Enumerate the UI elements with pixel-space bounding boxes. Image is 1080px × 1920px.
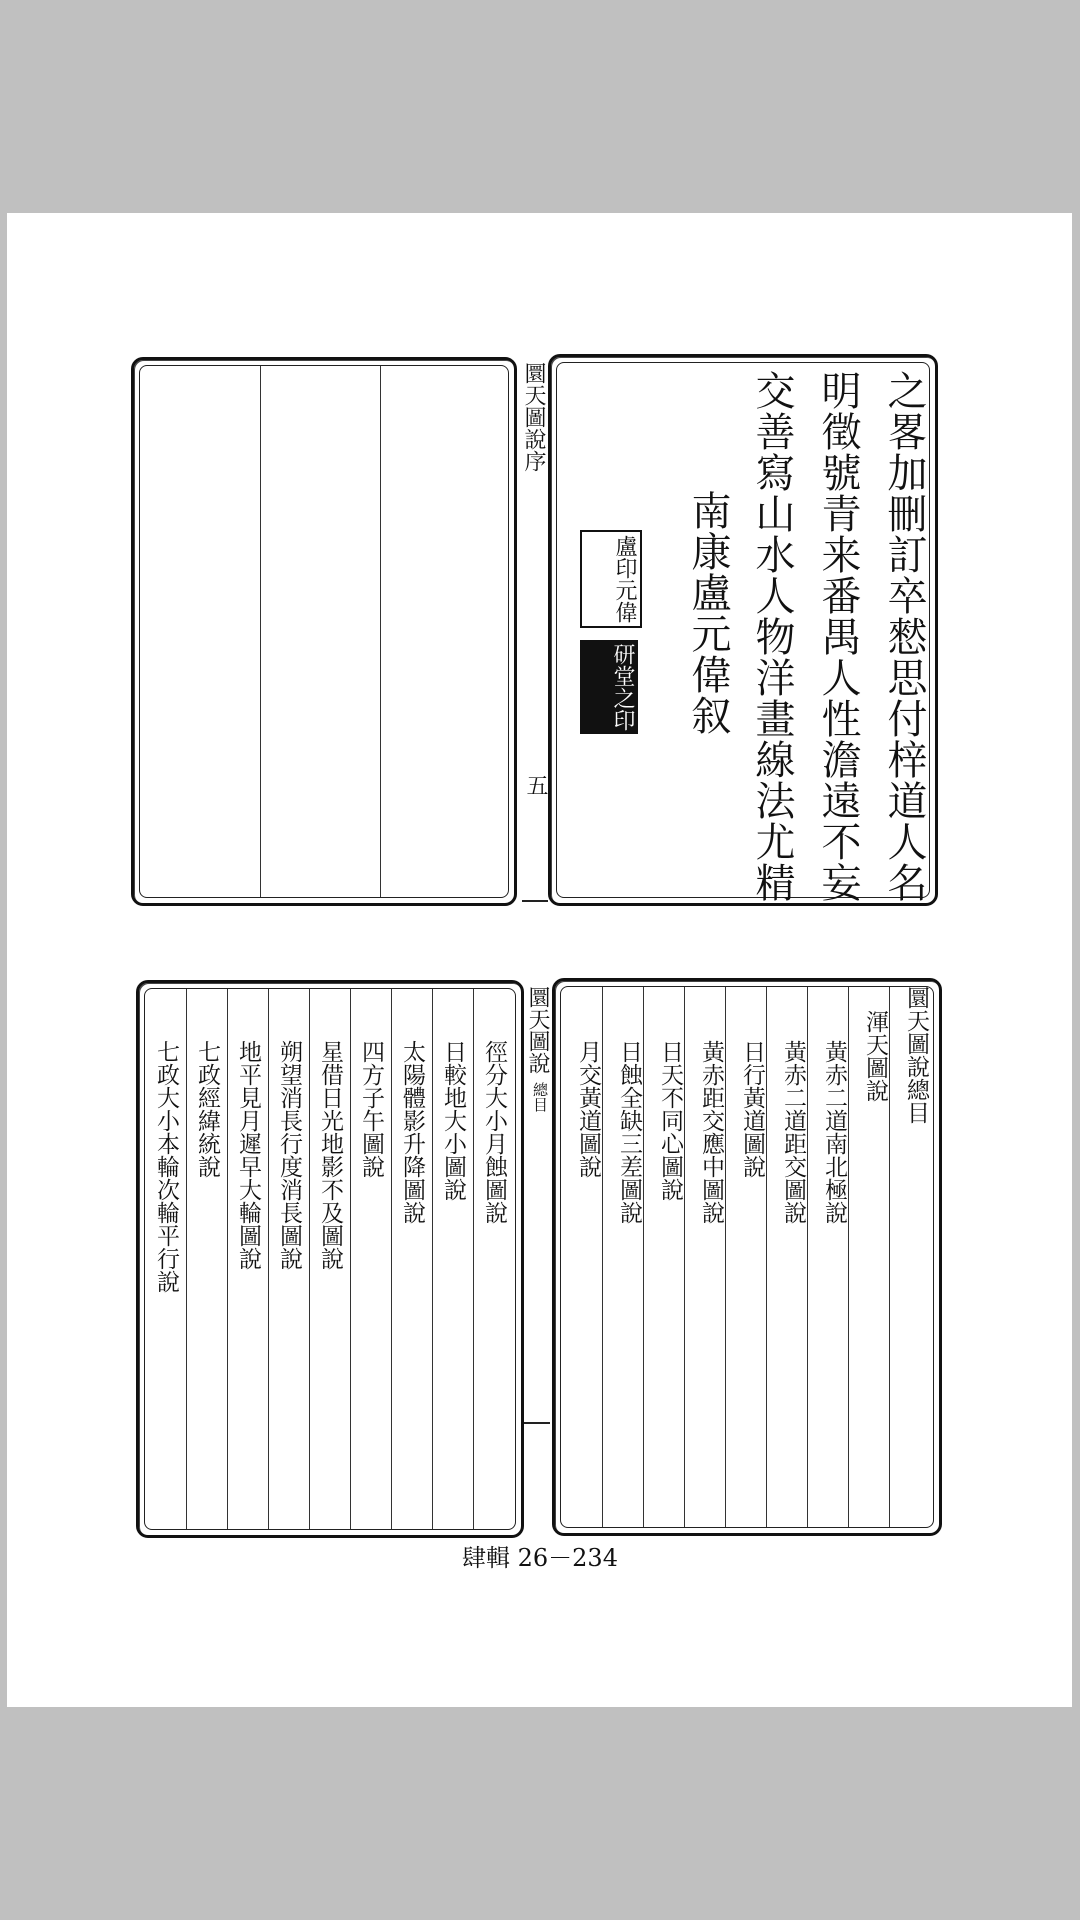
toc-right-item-4: 日行黃道圖說 — [739, 1040, 765, 1178]
top-left-blank-page — [131, 357, 517, 906]
top-center-foot-rule — [522, 900, 548, 902]
bottom-center-rule — [524, 1422, 550, 1424]
toc-right-item-6: 日天不同心圖說 — [657, 1040, 683, 1201]
toc-heading: 圜天圖說總目 — [903, 986, 929, 1124]
seal-solid: 研堂之印 — [580, 640, 638, 734]
toc-left-item-5: 星借日光地影不及圖說 — [317, 1040, 343, 1270]
top-center-page-number: 五 — [523, 774, 548, 796]
column-rule — [350, 989, 351, 1529]
column-rule — [391, 989, 392, 1529]
toc-left-item-9: 七政大小本輪次輪平行說 — [153, 1040, 179, 1293]
top-right-inner-border — [556, 362, 930, 898]
toc-left-item-1: 徑分大小月蝕圖說 — [481, 1040, 507, 1224]
footer-page-label: 肆輯 26－234 — [462, 1544, 618, 1572]
bottom-center-title: 圜天圖說 — [525, 986, 550, 1074]
preface-column-3: 交善寫山水人物洋畫線法尤精 — [749, 370, 795, 903]
toc-right-item-1: 渾天圖說 — [862, 1010, 888, 1102]
bottom-center-section: 總目 — [531, 1082, 549, 1112]
column-rule — [186, 989, 187, 1529]
column-rule — [260, 366, 261, 897]
toc-left-item-6: 朔望消長行度消長圖說 — [276, 1040, 302, 1270]
toc-left-item-2: 日較地大小圖說 — [440, 1040, 466, 1201]
toc-left-item-7: 地平見月遲早大輪圖說 — [235, 1040, 261, 1270]
column-rule — [268, 989, 269, 1529]
column-rule — [227, 989, 228, 1529]
toc-right-item-5: 黃赤距交應中圖說 — [698, 1040, 724, 1224]
preface-column-1: 之畧加刪訂卒憖思付梓道人名 — [881, 370, 927, 903]
column-rule — [309, 989, 310, 1529]
toc-right-item-7: 日蝕全缺三差圖說 — [616, 1040, 642, 1224]
toc-right-item-2: 黃赤二道南北極說 — [821, 1040, 847, 1224]
column-rule — [432, 989, 433, 1529]
toc-left-item-3: 太陽體影升降圖說 — [399, 1040, 425, 1224]
toc-right-item-3: 黃赤二道距交圖說 — [780, 1040, 806, 1224]
top-left-inner-border — [139, 365, 509, 898]
toc-right-item-8: 月交黃道圖說 — [575, 1040, 601, 1178]
seal-outline: 盧印元偉 — [580, 530, 642, 628]
preface-column-2: 明徵號青来番禺人性澹遠不妄 — [815, 370, 861, 903]
preface-signature: 南康盧元偉叙 — [685, 490, 731, 736]
toc-left-item-4: 四方子午圖說 — [358, 1040, 384, 1178]
column-rule — [473, 989, 474, 1529]
toc-left-item-8: 七政經緯統說 — [194, 1040, 220, 1178]
column-rule — [380, 366, 381, 897]
top-center-title: 圜天圖說序 — [521, 362, 546, 472]
